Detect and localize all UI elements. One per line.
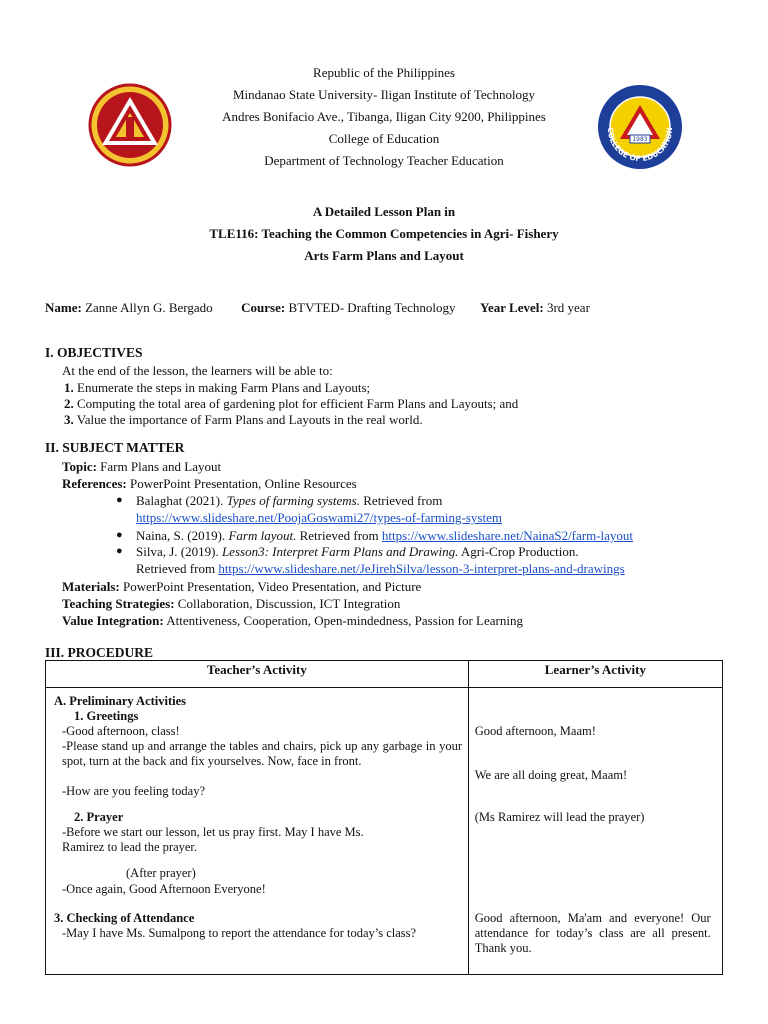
objectives-intro: At the end of the lesson, the learners will be able to: xyxy=(62,363,333,378)
greeting-instructions: -Please stand up and arrange the tables and chairs, pick up any garbage in your spot, turn at the back and fix yourselves. Now, face in front. xyxy=(62,739,462,768)
header-line-department: Department of Technology Teacher Education xyxy=(264,153,504,168)
college-of-education-seal-icon xyxy=(596,83,684,171)
reference-link[interactable]: https://www.slideshare.net/JeJirehSilva/lesson-3-interpret-plans-and-drawings xyxy=(218,561,625,576)
value-integration-line: Value Integration: Attentiveness, Cooperation, Open-mindedness, Passion for Learning xyxy=(62,613,523,628)
prayer-closing: -Once again, Good Afternoon Everyone! xyxy=(62,882,266,896)
strategies-line: Teaching Strategies: Collaboration, Discussion, ICT Integration xyxy=(62,596,401,611)
reference-item: Naina, S. (2019). Farm layout. Retrieved from https://www.slideshare.net/NainaS2/farm-layout xyxy=(136,528,634,543)
objectives-heading: I. OBJECTIVES xyxy=(45,345,143,360)
teacher-activity-cell xyxy=(46,688,469,975)
objective-item: 1. Enumerate the steps in making Farm Plans and Layouts; xyxy=(64,380,371,395)
title-line-1: A Detailed Lesson Plan in xyxy=(312,204,456,219)
after-prayer-note: (After prayer) xyxy=(126,866,196,880)
year-level-value: 3rd year xyxy=(546,300,590,315)
seal-text: COLLEGE OF EDUCATION xyxy=(605,127,675,164)
preliminary-heading: A. Preliminary Activities xyxy=(54,694,187,708)
subject-matter-heading: II. SUBJECT MATTER xyxy=(45,440,185,455)
learner-response: Good afternoon, Ma'am and everyone! Our attendance for today’s class are all present. Thank you. xyxy=(474,911,711,955)
reference-link[interactable]: https://www.slideshare.net/PoojaGoswami27/types-of-farming-system xyxy=(136,510,502,525)
learner-activity-cell xyxy=(468,688,722,975)
learner-response: Good afternoon, Maam! xyxy=(474,724,596,738)
header-line-address: Andres Bonifacio Ave., Tibanga, Iligan City 9200, Philippines xyxy=(222,109,546,124)
procedure-table xyxy=(45,660,723,975)
title-line-3: Arts Farm Plans and Layout xyxy=(304,248,464,263)
teacher-column-header: Teacher’s Activity xyxy=(46,661,469,688)
header-line-republic: Republic of the Philippines xyxy=(313,65,455,80)
year-level-label: Year Level: xyxy=(480,300,544,315)
reference-item: Silva, J. (2019). Lesson3: Interpret Farm Plans and Drawing. Agri-Crop Production. xyxy=(136,544,579,559)
bullet-icon: ● xyxy=(116,529,123,541)
msu-iit-logo-icon xyxy=(88,83,172,167)
prayer-heading: 2. Prayer xyxy=(74,810,124,824)
learner-response: (Ms Ramirez will lead the prayer) xyxy=(474,810,645,824)
reference-item-cont: Retrieved from https://www.slideshare.net/JeJirehSilva/lesson-3-interpret-plans-and-drawings xyxy=(136,561,625,576)
objective-item: 3. Value the importance of Farm Plans and Layouts in the real world. xyxy=(64,412,423,427)
topic-line: Topic: Farm Plans and Layout xyxy=(62,459,222,474)
bullet-icon: ● xyxy=(116,545,123,557)
reference-link[interactable]: https://www.slideshare.net/NainaS2/farm-layout xyxy=(381,528,634,543)
title-line-2: TLE116: Teaching the Common Competencies in Agri- Fishery xyxy=(209,226,559,241)
header-line-university: Mindanao State University- Iligan Institute of Technology xyxy=(232,87,536,102)
greetings-heading: 1. Greetings xyxy=(74,709,139,723)
procedure-heading: III. PROCEDURE xyxy=(45,645,154,660)
student-info xyxy=(45,300,745,316)
bullet-icon: ● xyxy=(116,494,123,506)
course-label: Course: xyxy=(241,300,286,315)
learner-response: We are all doing great, Maam! xyxy=(474,768,628,782)
header-line-college: College of Education xyxy=(328,131,440,146)
attendance-heading: 3. Checking of Attendance xyxy=(54,911,195,925)
course-value: BTVTED- Drafting Technology xyxy=(288,300,456,315)
attendance-instructions: -May I have Ms. Sumalpong to report the attendance for today’s class? xyxy=(62,926,417,940)
materials-line: Materials: PowerPoint Presentation, Video Presentation, and Picture xyxy=(62,579,422,594)
lesson-plan-title xyxy=(0,201,768,267)
references-line: References: PowerPoint Presentation, Online Resources xyxy=(62,476,357,491)
seal-year: 1983 xyxy=(632,136,648,143)
learner-column-header: Learner’s Activity xyxy=(468,661,722,688)
name-label: Name: xyxy=(45,300,82,315)
reference-item: Balaghat (2021). Types of farming systems. Retrieved from xyxy=(136,493,443,508)
greeting-question: -How are you feeling today? xyxy=(62,784,205,798)
objective-item: 2. Computing the total area of gardening plot for efficient Farm Plans and Layouts; and xyxy=(64,396,519,411)
greeting-line: -Good afternoon, class! xyxy=(62,724,180,738)
student-name: Zanne Allyn G. Bergado xyxy=(85,300,213,315)
prayer-instructions: -Before we start our lesson, let us pray first. May I have Ms. Ramirez to lead the prayer. xyxy=(62,825,364,854)
